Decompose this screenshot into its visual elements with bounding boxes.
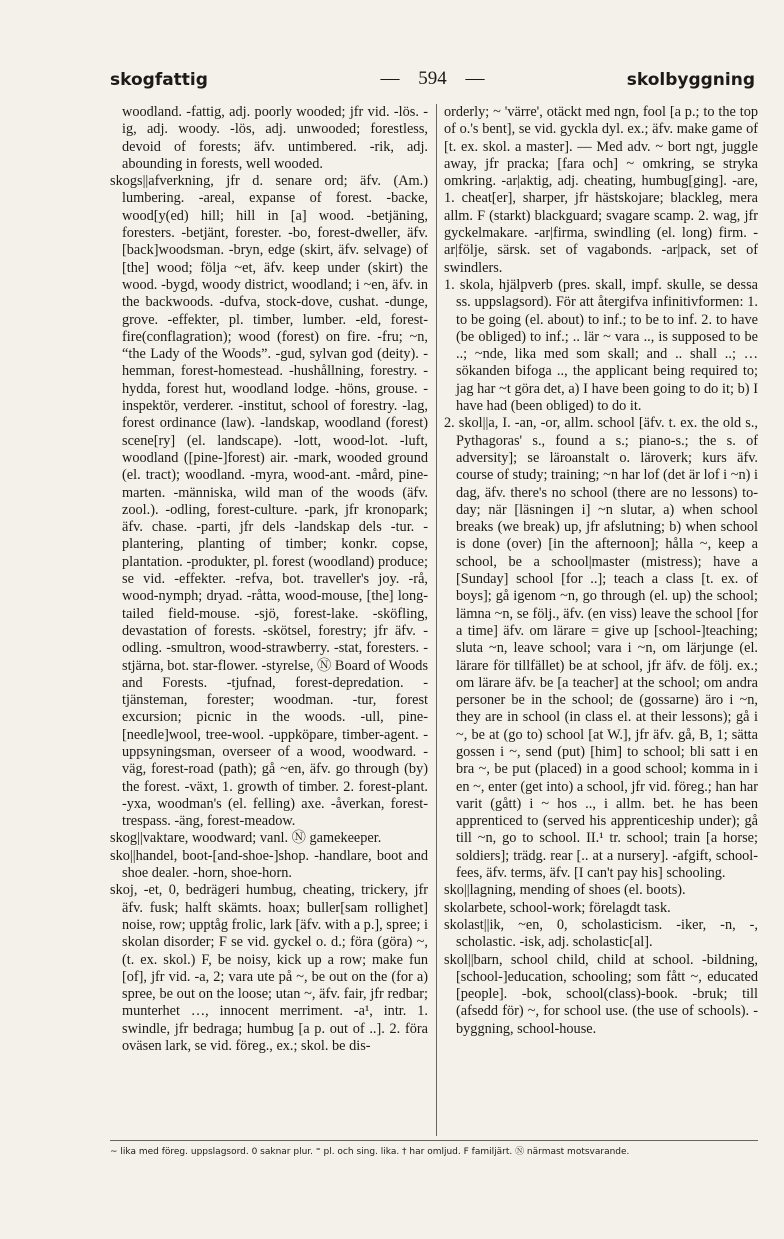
abbreviation-legend: ~ lika med föreg. uppslagsord. 0 saknar plur. ⁼ pl. och sing. lika. † har omljud. F familjärt. Ⓝ närmast motsvarande. <box>110 1147 630 1157</box>
right-column <box>444 104 758 1136</box>
header-dash-left: — <box>380 68 400 89</box>
entry-paragraph: skolast||ik, ~en, 0, scholasticism. -iker, -n, -, scholastic. -isk, adj. scholastic[al]. <box>444 916 758 951</box>
entry-paragraph: skolarbete, school-work; förelagdt task. <box>444 899 671 916</box>
left-column <box>110 104 428 1136</box>
column-divider <box>436 104 437 1136</box>
header-last-word: skolbyggning <box>626 70 755 90</box>
header-first-word: skogfattig <box>110 70 208 90</box>
entry-paragraph: skol||barn, school child, child at school. -bildning, [school-]education, schooling; som fått ~, educated [people]. -bok, school(class)-book. -bruk; till (afsedd för) ~, for school use. (the use of schools). -byggning, school-house. <box>444 951 758 1037</box>
entry-paragraph: sko||lagning, mending of shoes (el. boots). <box>444 882 686 899</box>
running-header <box>110 66 755 96</box>
entry-paragraph: 1. skola, hjälpverb (pres. skall, impf. skulle, se dessa ss. uppslagsord). För att återgifva infinitivformen: 1. to be going (el. about) to inf.; to be to inf. 2. to have (be obliged) to inf.; .. lär ~ vara .., is supposed to be ..; ~nde, lika med som skall; and .. shall ..; … sökanden bifoga .., the applicant being required to; jag har ~t göra det, a) I have been going to do it; b) I have had (been obliged) to do it. <box>444 276 758 415</box>
entry-paragraph: skog||vaktare, woodward; vanl. Ⓝ gamekeeper. <box>110 830 382 847</box>
entry-paragraph: skoj, -et, 0, bedrägeri humbug, cheating, trickery, jfr äfv. fusk; halft skämts. hoax; buller[sam rollighet] noise, row; upptåg frolic, lark [äfv. with a p.], spree; i skolan disorder; F se vid. gyckel o. d.; föra (göra) ~, (t. ex. skol.) F, be noisy, kick up a row; make fun [of], jfr vid. -a, 2; vara ute på ~, be out on the (for a) spree, be out on the loose; utan ~, äfv. fair, jfr redbar; munterhet …, innocent merriment. -a¹, intr. 1. swindle, jfr bedraga; humbug [a p. out of ..]. 2. föra oväsen lark, se vid. föreg., ex.; skol. be dis- <box>110 882 428 1055</box>
entry-paragraph: skogs||afverkning, jfr d. senare ord; äfv. (Am.) lumbering. -areal, expanse of forest. -backe, wood[y(ed) hill; hill in [a] wood. -betjäning, foresters. -betjänt, forester. -bo, forest-dweller, äfv. [back]woodsman. -bryn, edge (skirt, äfv. selvage) of [the] wood; följa ~et, äfv. keep under (skirt) the wood. -bygd, woody district, woodland; i ~en, äfv. in the backwoods. -dufva, stock-dove, cushat. -dunge, grove. -effekter, pl. timber, lumber. -eld, forest-fire(conflagration); wood (forest) on fire. -fru; ~n, “the Lady of the Woods”. -gud, sylvan god (deity). -hemman, forest-homestead. -hushållning, forestry. -hydda, forest hut, woodland lodge. -höns, grouse. -inspektör, verderer. -institut, school of forestry. -lag, forest ordinance (law). -landskap, woodland (forest) scene[ry] (el. landscape). -lott, wood-lot. -luft, woodland ([pine-]forest) air. -mark, wooded ground (el. tract); woodland. -myra, wood-ant. -mård, pine-marten. -människa, wild man of the woods (äfv. zool.). -odling, forest-culture. -park, jfr kronopark; äfv. chase. -parti, jfr dels -landskap dels -tur. -plantering, planting of timber; konkr. copse, plantation. -produkter, pl. forest (woodland) produce; se vid. -effekter. -refva, bot. traveller's joy. -rå, wood-nymph; dryad. -råtta, wood-mouse, [the] long-tailed field-mouse. -sjö, forest-lake. -sköfling, devastation of forests. -skötsel, forestry; jfr äfv. -odling. -smultron, wood-strawberry. -stat, foresters. -stjärna, bot. star-flower. -styrelse, Ⓝ Board of Woods and Forests. -tjufnad, forest-depredation. -tjänsteman, forester; woodman. -tur, forest excursion; picnic in the woods. -ull, pine-[needle]wool, tree-wool. -uppköpare, timber-agent. -uppsyningsman, overseer of a wood, woodward. -väg, forest-road (path); gå ~en, äfv. go through (by) the forest. -växt, 1. growth of timber. 2. forest-plant. -yxa, woodman's (el. felling) axe. -åverkan, forest-trespass. -äng, forest-meadow. <box>110 173 428 830</box>
page-number: 594 <box>418 68 447 89</box>
header-dash-right: — <box>465 68 485 89</box>
entry-paragraph: woodland. -fattig, adj. poorly wooded; jfr vid. -lös. -ig, adj. woody. -lös, adj. unwooded; forestless, devoid of forests; äfv. untimbered. -rik, adj. abounding in forests, well wooded. <box>122 104 428 172</box>
entry-paragraph: 2. skol||a, I. -an, -or, allm. school [äfv. t. ex. the old s., Pythagoras' s., found a s.; piano-s.; the s. of adversity]; se läroanstalt o. läroverk; kurs äfv. course of study; training; ~n har lof (det är lof i ~n) i dag, äfv. there's no school (there are no lessons) to-day; när [läsningen i] ~n slutar, a) when school breaks (we break) up, jfr afslutning; b) when school is done (over) [in the afternoon]; hålla ~, keep a school, be a school|master (mistress); have a [Sunday] school [for ..]; teach a class [t. ex. of boys]; gå igenom ~n, go through (el. up) the school; lämna ~n, se följ., äfv. (en viss) leave the school [for a time] äfv. om lärare = give up [school-]teaching; sluta ~n, leave school; vara i ~n, om lärjunge (el. lärare för tillfället) be at school, jfr äfv. de följ. ex.; om lärare äfv. be [a teacher] at the school; om andra personer be in the school; de (gossarne) äro i ~n, they are in school (in class el. at their lessons); gå i ~, be at (go to) school [at W.], jfr äfv. gå, B, 1; sätta gossen i ~, send (put) [him] to school; bli satt i en bra ~, be put (placed) in a good school; komma in i en ~, enter (get into) a school, jfr vid. föreg.; han har varit (gått) i ~ hos .., i allm. bet. he has been apprenticed to (served his apprenticeship under); gå till ~n, go to school. II.¹ tr. school; train [a horse; soldiers]; trädg. rear [.. at a nursery]. -afgift, school-fees, äfv. terms, äfv. [I can't pay his] schooling. <box>444 415 758 882</box>
entry-paragraph: orderly; ~ 'värre', otäckt med ngn, fool [a p.; to the top of o.'s bent], se vid. gyckla dyl. ex.; äfv. make game of [t. ex. skol. a master]. — Med adv. ~ bort ngt, juggle away, jfr pracka; [fara och] ~ omkring, se stryka omkring. -ar|aktig, adj. cheating, humbug[ging]. -are, 1. cheat[er], sharper, jfr hästskojare; blackleg, mera allm. F (starkt) blackguard; svagare scamp. 2. wag, jfr gyckelmakare. -ar|firma, swindling (el. long) firm. -ar|följe, särsk. set of vagabonds. -ar|pack, set of swindlers. <box>444 104 758 276</box>
footer-divider <box>110 1140 758 1141</box>
entry-paragraph: sko||handel, boot-[and-shoe-]shop. -handlare, boot and shoe dealer. -horn, shoe-horn. <box>110 847 428 882</box>
